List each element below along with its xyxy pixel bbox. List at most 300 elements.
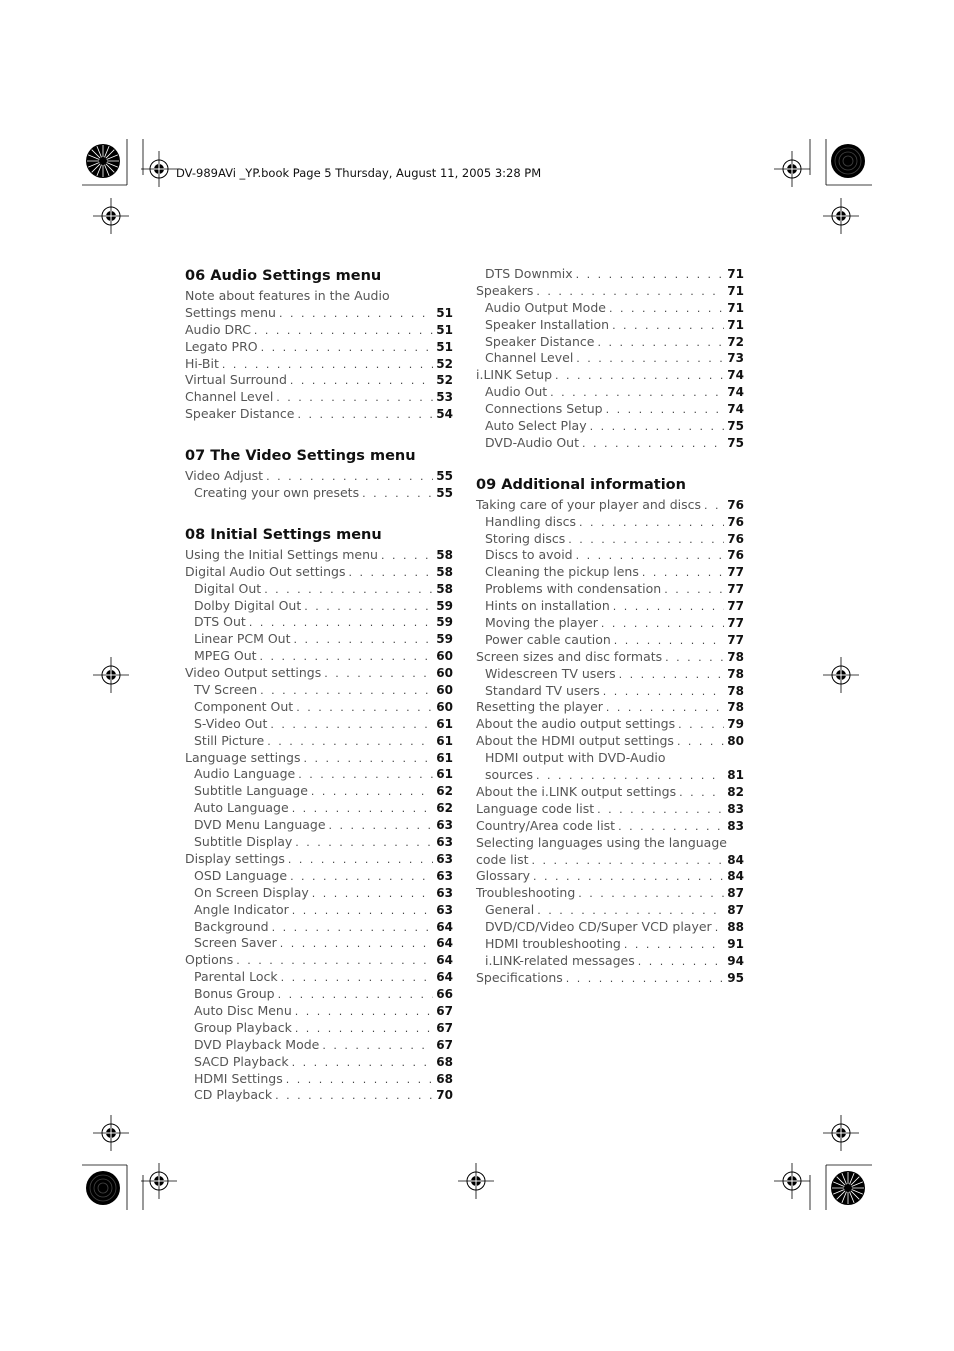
toc-page-number: 51 [436, 305, 453, 320]
toc-entry-label: Subtitle Display [194, 834, 293, 850]
toc-entry-label: Auto Disc Menu [194, 1002, 292, 1018]
section-title: 07 The Video Settings menu [185, 448, 416, 465]
dot-leader [304, 751, 434, 768]
dot-leader [279, 306, 433, 323]
toc-entry-label: Selecting languages using the language [476, 834, 727, 850]
toc-entry [185, 733, 453, 750]
print-header: DV-989AVi _YP.book Page 5 Thursday, August 11, 2005 3:28 PM [176, 166, 542, 180]
dot-leader [281, 970, 434, 987]
toc-page-number: 77 [727, 616, 744, 631]
toc-page-number: 63 [436, 851, 453, 866]
dot-leader [312, 886, 434, 903]
dot-leader [329, 818, 434, 835]
toc-entry [476, 266, 744, 283]
toc-entry [476, 497, 744, 514]
toc-entry [185, 305, 453, 322]
toc-entry-label: Channel Level [485, 350, 574, 366]
toc-entry-label: TV Screen [194, 682, 258, 698]
toc-page-number: 60 [436, 649, 453, 664]
toc-entry [185, 1020, 453, 1037]
toc-page-number: 67 [436, 1020, 453, 1035]
toc-page-number: 74 [727, 402, 744, 417]
toc-page-number: 61 [436, 716, 453, 731]
toc-page-number: 59 [436, 598, 453, 613]
toc-entry [476, 564, 744, 581]
toc-entry-label: Connections Setup [485, 401, 603, 417]
toc-entry [185, 868, 453, 885]
toc-page-number: 51 [436, 339, 453, 354]
toc-entry-label: Virtual Surround [185, 372, 287, 388]
dot-leader [292, 1055, 434, 1072]
toc-entry-label: Options [185, 952, 234, 968]
dot-leader [536, 768, 724, 785]
toc-section [185, 446, 453, 502]
toc-page-number: 77 [727, 632, 744, 647]
toc-entry-label: Audio DRC [185, 321, 251, 337]
section-title: 08 Initial Settings menu [185, 526, 382, 543]
dot-leader [624, 937, 724, 954]
toc-entry [185, 1071, 453, 1088]
toc-page-number: 55 [436, 486, 453, 501]
toc-entry-label: SACD Playback [194, 1053, 289, 1069]
toc-entry-label: Moving the player [485, 615, 598, 631]
toc-entry [476, 919, 744, 936]
toc-section [185, 266, 453, 423]
toc-page-number: 77 [727, 565, 744, 580]
toc-page-number: 84 [727, 869, 744, 884]
toc-entry [185, 851, 453, 868]
dot-leader [290, 373, 433, 390]
dot-leader [618, 819, 724, 836]
toc-entry-label: Group Playback [194, 1019, 292, 1035]
toc-entry [476, 902, 744, 919]
toc-entry [476, 547, 744, 564]
toc-entry [476, 401, 744, 418]
toc-entry [185, 389, 453, 406]
toc-entry [476, 801, 744, 818]
toc-page-number: 63 [436, 885, 453, 900]
dot-leader [298, 767, 433, 784]
toc-entry [476, 784, 744, 801]
toc-page-number: 59 [436, 615, 453, 630]
toc-page-number: 55 [436, 469, 453, 484]
toc-entry-label: DTS Downmix [485, 266, 573, 281]
toc-entry [185, 952, 453, 969]
toc-entry [476, 514, 744, 531]
toc-entry-label: Still Picture [194, 732, 265, 748]
toc-entry [185, 665, 453, 682]
toc-entry-label: code list [476, 851, 529, 867]
toc-entry [185, 547, 453, 564]
toc-entry-label: Speaker Installation [485, 316, 610, 332]
dot-leader [612, 318, 724, 335]
dot-leader [550, 385, 724, 402]
toc-entry-label: Audio Output Mode [485, 299, 606, 315]
toc-entry-label: Angle Indicator [194, 901, 289, 917]
dot-leader [665, 650, 724, 667]
dot-leader [704, 498, 724, 515]
toc-page-number: 77 [727, 582, 744, 597]
toc-entry [185, 322, 453, 339]
toc-entry [476, 852, 744, 869]
toc-page-number: 94 [727, 953, 744, 968]
toc-entry-label: About the audio output settings [476, 716, 676, 732]
toc-entry-label: Resetting the player [476, 699, 603, 715]
toc-entry-label: DVD-Audio Out [485, 434, 579, 450]
dot-leader [537, 903, 724, 920]
toc-entry-label: i.LINK Setup [476, 367, 553, 383]
toc-entry-label: Cleaning the pickup lens [485, 564, 639, 580]
dot-leader [349, 565, 434, 582]
toc-entry-label: Screen sizes and disc formats [476, 648, 663, 664]
dot-leader [531, 853, 724, 870]
toc-entry-label: Component Out [194, 698, 294, 714]
toc-page-number: 78 [727, 649, 744, 664]
dot-leader [606, 700, 724, 717]
toc-entry [476, 632, 744, 649]
dot-leader [295, 1021, 433, 1038]
toc-entry-label: DVD Playback Mode [194, 1036, 320, 1052]
dot-leader [576, 267, 725, 284]
toc-entry [185, 598, 453, 615]
toc-entry [185, 614, 453, 631]
toc-page-number: 64 [436, 919, 453, 934]
dot-leader [362, 486, 433, 503]
toc-entry [185, 581, 453, 598]
toc-page-number: 78 [727, 683, 744, 698]
toc-page-number: 53 [436, 390, 453, 405]
dot-leader [536, 284, 724, 301]
toc-page-number: 67 [436, 1037, 453, 1052]
toc-entry-label: Creating your own presets [194, 485, 360, 501]
toc-page-number: 77 [727, 599, 744, 614]
toc-page-number: 52 [436, 356, 453, 371]
dot-leader [578, 886, 724, 903]
toc-page-number: 61 [436, 750, 453, 765]
toc-page-number: 82 [727, 784, 744, 799]
toc-page-number: 83 [727, 818, 744, 833]
toc-entry-label: Dolby Digital Out [194, 597, 302, 613]
toc-page-number: 84 [727, 852, 744, 867]
toc-page-number: 68 [436, 1054, 453, 1069]
toc-entry [476, 868, 744, 885]
toc-entry [185, 817, 453, 834]
toc-page-number: 75 [727, 435, 744, 450]
toc-entry-label: Taking care of your player and discs [476, 496, 701, 512]
toc-entry-label: Video Adjust [185, 468, 264, 484]
toc-entry-label: Language code list [476, 800, 595, 816]
dot-leader [324, 666, 433, 683]
toc-entry [476, 300, 744, 317]
toc-entry-label: DTS Out [194, 614, 246, 630]
toc-page-number: 67 [436, 1003, 453, 1018]
toc-entry [185, 783, 453, 800]
toc-page-number: 71 [727, 267, 744, 281]
toc-entry [476, 683, 744, 700]
toc-page-number: 71 [727, 300, 744, 315]
toc-page-number: 58 [436, 564, 453, 579]
toc-entry-label: i.LINK-related messages [485, 952, 635, 968]
toc-page-number: 87 [727, 903, 744, 918]
toc-entry [185, 339, 453, 356]
dot-leader [533, 869, 724, 886]
dot-leader [566, 971, 725, 988]
dot-leader [664, 582, 724, 599]
toc-entry [476, 350, 744, 367]
dot-leader [597, 802, 724, 819]
section-title: 09 Additional information [476, 476, 686, 493]
toc-entry [476, 615, 744, 632]
toc-entry-label: Speakers [476, 282, 534, 298]
toc-entry-label: Auto Select Play [485, 418, 587, 434]
toc-entry [185, 750, 453, 767]
dot-leader [290, 869, 433, 886]
toc-entry [185, 682, 453, 699]
toc-page-number: 88 [727, 920, 744, 935]
toc-entry [185, 1003, 453, 1020]
toc-entry [476, 283, 744, 300]
toc-entry-label: Digital Out [194, 580, 262, 596]
toc-entry [185, 468, 453, 485]
toc-section [476, 266, 744, 452]
dot-leader [606, 402, 725, 419]
toc-entry-label: Channel Level [185, 389, 274, 405]
dot-leader [261, 340, 434, 357]
toc-page-number: 63 [436, 902, 453, 917]
toc-entry [476, 317, 744, 334]
toc-page-number: 74 [727, 368, 744, 383]
dot-leader [266, 469, 433, 486]
dot-leader [590, 419, 725, 436]
toc-entry [185, 648, 453, 665]
toc-page-number: 75 [727, 419, 744, 434]
dot-leader [715, 920, 725, 937]
toc-entry [185, 1054, 453, 1071]
toc-page-number: 52 [436, 373, 453, 388]
toc-entry-label: Settings menu [185, 304, 276, 320]
dot-leader [264, 582, 433, 599]
toc-page-number: 71 [727, 317, 744, 332]
toc-entry-label: HDMI output with DVD-Audio [485, 750, 666, 766]
dot-leader [677, 734, 724, 751]
toc-entry [476, 818, 744, 835]
toc-entry-label: Glossary [476, 868, 531, 884]
dot-leader [322, 1038, 433, 1055]
toc-page-number: 61 [436, 767, 453, 782]
toc-entry-label: Bonus Group [194, 986, 275, 1002]
toc-page-number: 63 [436, 868, 453, 883]
toc-entry-label: Subtitle Language [194, 783, 308, 799]
toc-entry [185, 631, 453, 648]
dot-leader [555, 368, 724, 385]
toc-entry [185, 919, 453, 936]
toc-entry-label: Standard TV users [485, 682, 600, 698]
toc-page-number: 68 [436, 1071, 453, 1086]
toc-entry [476, 649, 744, 666]
toc-page-number: 76 [727, 497, 744, 512]
toc-page-number: 78 [727, 700, 744, 715]
toc-page-number: 72 [727, 334, 744, 349]
dot-leader [601, 616, 724, 633]
toc-entry [185, 699, 453, 716]
dot-leader [638, 954, 725, 971]
toc-entry [476, 435, 744, 452]
dot-leader [381, 548, 433, 565]
toc-entry [476, 581, 744, 598]
dot-leader [267, 734, 433, 751]
toc-entry-label: S-Video Out [194, 715, 268, 731]
toc-entry-label: Auto Language [194, 800, 289, 816]
toc-entry-label: HDMI Settings [194, 1070, 283, 1086]
dot-leader [278, 987, 434, 1004]
toc-page-number: 64 [436, 970, 453, 985]
toc-entry-label: About the HDMI output settings [476, 733, 674, 749]
toc-entry-label: Linear PCM Out [194, 631, 291, 647]
toc-page-number: 87 [727, 886, 744, 901]
toc-page-number: 66 [436, 987, 453, 1002]
dot-leader [296, 700, 433, 717]
toc-page-number: 64 [436, 936, 453, 951]
toc-column-left [185, 266, 453, 1127]
toc-entry-label: Audio Out [485, 384, 548, 400]
toc-entry-label: Widescreen TV users [485, 665, 616, 681]
toc-page-number: 54 [436, 407, 453, 422]
toc-section [185, 525, 453, 1104]
section-title: 06 Audio Settings menu [185, 268, 382, 284]
toc-entry [476, 885, 744, 902]
toc-entry-label: Handling discs [485, 513, 576, 529]
toc-entry-label: HDMI troubleshooting [485, 935, 621, 951]
toc-entry-label: MPEG Out [194, 648, 257, 664]
toc-entry [476, 531, 744, 548]
toc-entry [476, 384, 744, 401]
dot-leader [304, 599, 433, 616]
toc-page-number: 95 [727, 970, 744, 985]
toc-page-number: 62 [436, 784, 453, 799]
toc-entry [476, 767, 744, 784]
toc-page-number: 71 [727, 283, 744, 298]
toc-entry [476, 418, 744, 435]
dot-leader [272, 920, 434, 937]
toc-entry [185, 885, 453, 902]
toc-page-number: 60 [436, 699, 453, 714]
dot-leader [254, 323, 433, 340]
toc-page-number: 81 [727, 768, 744, 783]
dot-leader [236, 953, 433, 970]
toc-entry [185, 969, 453, 986]
toc-entry [476, 936, 744, 953]
toc-page-number: 76 [727, 514, 744, 529]
toc-section [476, 475, 744, 987]
dot-leader [292, 801, 434, 818]
toc-entry [185, 406, 453, 423]
toc-entry-label: Screen Saver [194, 935, 277, 951]
toc-entry-label: About the i.LINK output settings [476, 783, 677, 799]
dot-leader [275, 1088, 433, 1105]
dot-leader [222, 357, 433, 374]
toc-entry-label: Specifications [476, 969, 563, 985]
toc-entry-label: Problems with condensation [485, 581, 662, 597]
toc-entry-label: sources [485, 767, 534, 783]
dot-leader [292, 903, 434, 920]
toc-entry-label: Hints on installation [485, 598, 610, 614]
toc-entry [185, 1037, 453, 1054]
toc-entry-label: Storing discs [485, 530, 566, 546]
toc-entry-label: Parental Lock [194, 969, 278, 985]
toc-entry-label: DVD Menu Language [194, 817, 326, 833]
dot-leader [295, 1004, 434, 1021]
dot-leader [603, 684, 725, 701]
toc-page-number: 60 [436, 666, 453, 681]
dot-leader [619, 667, 725, 684]
toc-page-number: 76 [727, 548, 744, 563]
toc-page-number: 58 [436, 547, 453, 562]
toc-page-number: 63 [436, 835, 453, 850]
toc-entry [185, 564, 453, 581]
dot-leader [609, 301, 724, 318]
toc-page-number: 60 [436, 683, 453, 698]
dot-leader [597, 335, 724, 352]
toc-entry-label: Video Output settings [185, 665, 322, 681]
toc-entry-label: Note about features in the Audio [185, 288, 390, 303]
toc-entry-label: Speaker Distance [485, 333, 595, 349]
dot-leader [579, 515, 724, 532]
toc-page-number: 91 [727, 936, 744, 951]
toc-entry-label: Hi-Bit [185, 355, 219, 371]
toc-entry [185, 356, 453, 373]
toc-entry [476, 666, 744, 683]
toc-entry-label: DVD/CD/Video CD/Super VCD player [485, 919, 712, 935]
dot-leader [260, 649, 434, 666]
toc-page-number: 59 [436, 632, 453, 647]
toc-page-number: 80 [727, 734, 744, 749]
dot-leader [249, 615, 433, 632]
toc-entry [476, 367, 744, 384]
dot-leader [311, 784, 433, 801]
toc-entry-label: Using the Initial Settings menu [185, 546, 378, 562]
toc-entry [476, 953, 744, 970]
dot-leader [280, 936, 434, 953]
toc-entry [476, 334, 744, 351]
toc-page-number: 83 [727, 801, 744, 816]
dot-leader [576, 548, 725, 565]
toc-entry [185, 372, 453, 389]
toc-entry-label: Power cable caution [485, 631, 611, 647]
toc-entry [476, 716, 744, 733]
dot-leader [582, 436, 724, 453]
toc-entry [185, 935, 453, 952]
toc-entry [185, 716, 453, 733]
toc-entry-label: Discs to avoid [485, 547, 573, 563]
toc-entry-label: OSD Language [194, 867, 288, 883]
dot-leader [614, 633, 725, 650]
dot-leader [270, 717, 433, 734]
toc-entry-label: Digital Audio Out settings [185, 563, 346, 579]
toc-entry-label: Display settings [185, 850, 285, 866]
toc-page-number: 58 [436, 581, 453, 596]
toc-page-number: 51 [436, 322, 453, 337]
dot-leader [286, 1072, 434, 1089]
dot-leader [576, 351, 724, 368]
toc-entry [185, 766, 453, 783]
toc-entry [185, 800, 453, 817]
toc-entry [185, 485, 453, 502]
toc-entry-label: CD Playback [194, 1087, 273, 1103]
toc-page-number: 62 [436, 801, 453, 816]
toc-entry-label: General [485, 902, 535, 918]
toc-entry-label: Language settings [185, 749, 301, 765]
dot-leader [288, 852, 433, 869]
